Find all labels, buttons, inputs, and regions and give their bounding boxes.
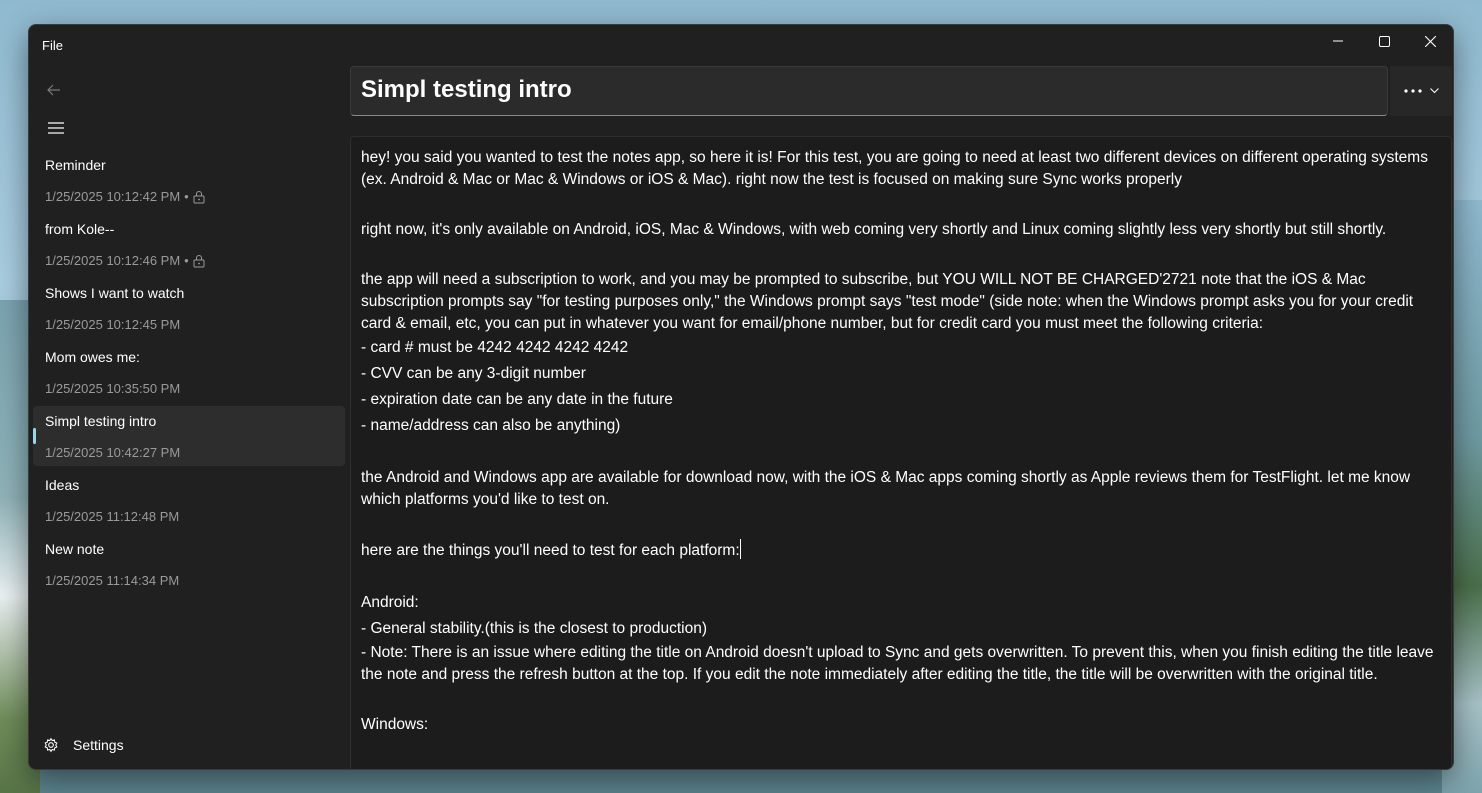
settings-label: Settings (73, 737, 124, 753)
note-title-input[interactable] (350, 66, 1388, 116)
minimize-button[interactable] (1315, 25, 1361, 57)
note-title: from Kole-- (45, 221, 115, 237)
note-title: Ideas (45, 477, 80, 493)
chevron-down-icon (1430, 88, 1439, 94)
criteria-item: - card # must be 4242 4242 4242 4242 (361, 339, 629, 356)
criteria-item: - CVV can be any 3-digit number (361, 365, 586, 382)
maximize-icon (1379, 36, 1390, 47)
note-date (45, 253, 205, 268)
separator-dot: • (184, 189, 189, 204)
more-options-button[interactable] (1390, 66, 1452, 116)
back-arrow-icon (47, 84, 61, 96)
section-heading: Windows: (361, 716, 429, 733)
body-paragraph: hey! you said you wanted to test the notes app, so here it is! For this test, you are going to need at least two different devices on different operating systems (ex. Android & Mac or Mac & Windows or iOS & Mac). right now the test is focused on making sure Sync works properly (361, 149, 1428, 188)
body-paragraph (361, 539, 1447, 562)
note-list-item-new-note[interactable] (33, 534, 345, 594)
separator-dot: • (184, 253, 189, 268)
criteria-item: - expiration date can be any date in the future (361, 391, 673, 408)
note-date-text: 1/25/2025 10:12:42 PM (45, 189, 181, 204)
note-date-text: 1/25/2025 10:12:46 PM (45, 253, 181, 268)
lock-icon (193, 190, 205, 204)
paragraph-gap (361, 686, 1447, 714)
criteria-item: - name/address can also be anything) (361, 417, 621, 434)
paragraph-gap (361, 511, 1447, 539)
more-icon (1404, 89, 1422, 93)
paragraph-gap (361, 241, 1447, 269)
note-title-text: Simpl testing intro (361, 76, 572, 103)
note-title: Mom owes me: (45, 349, 140, 365)
lock-icon (193, 254, 205, 268)
note-title: Simpl testing intro (45, 413, 157, 429)
note-date: 1/25/2025 10:12:45 PM (45, 317, 181, 332)
menu-toggle-button[interactable] (41, 113, 71, 143)
body-paragraph: right now, it's only available on Android, iOS, Mac & Windows, with web coming very shortly and Linux coming slightly less very shortly but still shortly. (361, 221, 1387, 238)
file-menu[interactable]: File (42, 38, 63, 53)
note-list-item-shows[interactable] (33, 278, 345, 338)
hamburger-icon (48, 122, 64, 134)
sidebar (29, 65, 349, 769)
close-icon (1425, 36, 1436, 47)
close-button[interactable] (1407, 25, 1453, 57)
back-button[interactable] (39, 75, 69, 105)
note-list-item-reminder[interactable] (33, 150, 345, 210)
minimize-icon (1333, 36, 1343, 46)
paragraph-gap (361, 439, 1447, 467)
android-item: - Note: There is an issue where editing the title on Android doesn't upload to Sync and gets overwritten. To prevent this, when you finish editing the title leave the note and press the refresh button at the top. If you edit the note immediately after editing the title, the title will be overwritten with the original title. (361, 644, 1434, 683)
paragraph-gap (361, 191, 1447, 219)
title-bar (29, 25, 1453, 65)
note-date (45, 189, 205, 204)
note-date: 1/25/2025 11:12:48 PM (45, 509, 180, 524)
app-window (28, 24, 1454, 770)
note-title: Shows I want to watch (45, 285, 185, 301)
paragraph-gap (361, 562, 1447, 590)
note-date: 1/25/2025 10:35:50 PM (45, 381, 181, 396)
note-list-item-mom-owes-me[interactable] (33, 342, 345, 402)
note-date: 1/25/2025 11:14:34 PM (45, 573, 180, 588)
body-paragraph: the Android and Windows app are available for download now, with the iOS & Mac apps coming shortly as Apple reviews them for TestFlight. let me know which platforms you'd like to test on. (361, 469, 1411, 508)
note-list (33, 150, 345, 598)
note-body-text (351, 137, 1451, 736)
note-date: 1/25/2025 10:42:27 PM (45, 445, 181, 460)
settings-button[interactable] (43, 737, 124, 753)
body-text-span: here are the things you'll need to test for each platform: (361, 542, 740, 559)
gear-icon (43, 737, 59, 753)
body-paragraph: the app will need a subscription to work, and you may be prompted to subscribe, but YOU WILL NOT BE CHARGED'2721 note that the iOS & Mac subscription prompts say "for testing purposes only," the Windows prompt says "test mode" (side note: when the Windows prompt asks you for your credit card & email, etc, you can put in whatever you want for email/phone number, but for credit card you must meet the following criteria: (361, 271, 1414, 332)
maximize-button[interactable] (1361, 25, 1407, 57)
section-heading: Android: (361, 594, 419, 611)
note-list-item-simpl-testing-intro[interactable] (33, 406, 345, 466)
note-title: Reminder (45, 157, 106, 173)
note-list-item-from-kole[interactable] (33, 214, 345, 274)
note-title: New note (45, 541, 105, 557)
text-cursor (740, 539, 741, 559)
android-item: - General stability.(this is the closest to production) (361, 620, 708, 637)
note-list-item-ideas[interactable] (33, 470, 345, 530)
note-body-editor[interactable] (350, 136, 1452, 770)
